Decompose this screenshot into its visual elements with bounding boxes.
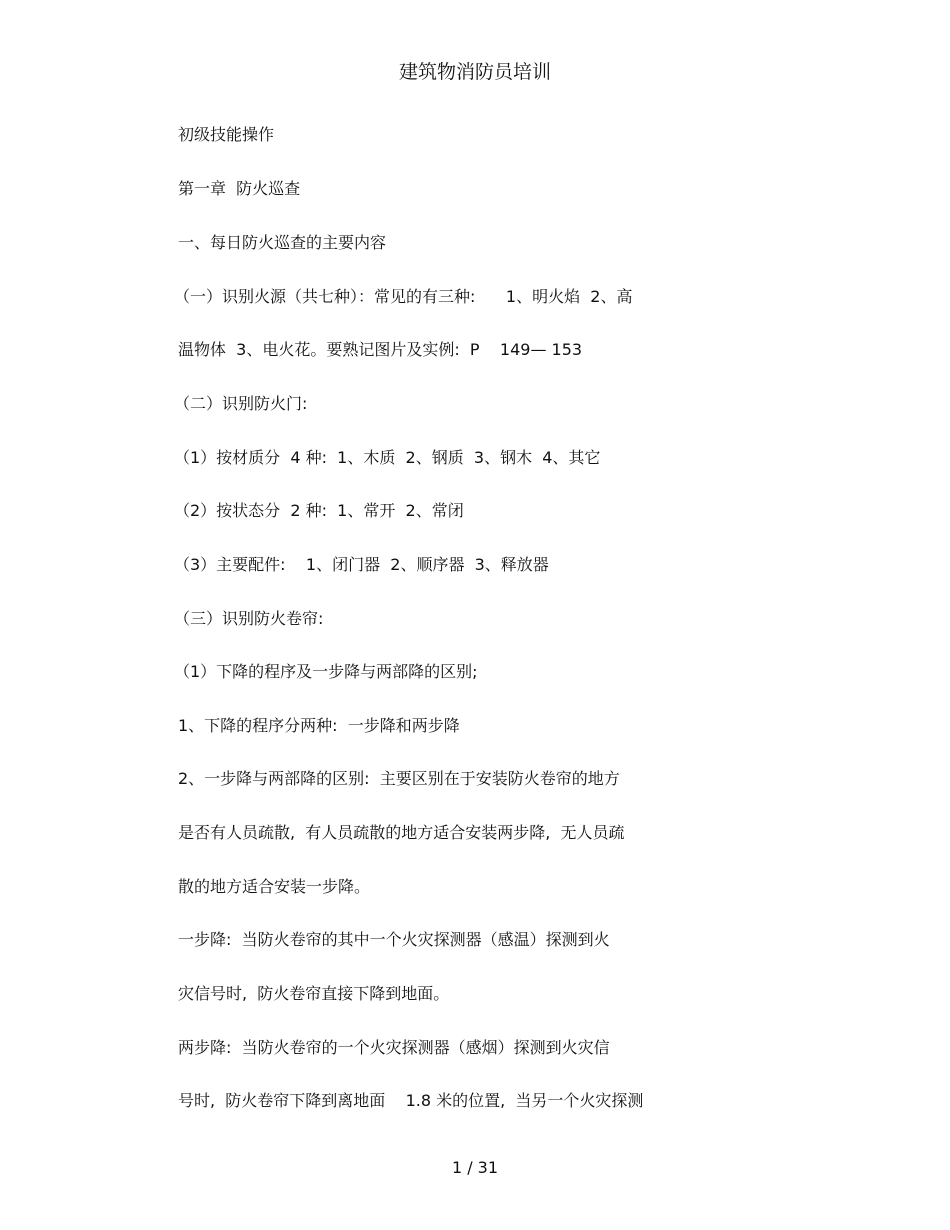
text-line: 号时, 防火卷帘下降到离地面 1.8 米的位置, 当另一个火灾探测	[178, 1091, 644, 1110]
text-line: （一）识别火源（共七种）：常见的有三种: 1、明火焰 2、高	[174, 287, 633, 306]
subsection-heading: 一、每日防火巡查的主要内容	[178, 233, 387, 252]
text-line: （3）主要配件: 1、闭门器 2、顺序器 3、释放器	[174, 555, 549, 574]
text-line: （三）识别防火卷帘:	[174, 609, 324, 628]
chapter-heading: 第一章 防火巡查	[178, 179, 301, 198]
text-line: 1、下降的程序分两种: 一步降和两步降	[178, 716, 460, 735]
text-line: （2）按状态分 2 种: 1、常开 2、常闭	[174, 501, 464, 520]
text-line: （二）识别防火门:	[174, 394, 308, 413]
text-line: 两步降: 当防火卷帘的一个火灾探测器（感烟）探测到火灾信	[178, 1038, 610, 1057]
text-line: （1）下降的程序及一步降与两部降的区别;	[174, 662, 478, 681]
section-heading: 初级技能操作	[178, 125, 275, 144]
text-line: 2、一步降与两部降的区别: 主要区别在于安装防火卷帘的地方	[178, 769, 620, 788]
page-number: 1 / 31	[451, 1158, 499, 1177]
text-line: 一步降: 当防火卷帘的其中一个火灾探测器（感温）探测到火	[178, 930, 610, 949]
text-line: 灾信号时, 防火卷帘直接下降到地面。	[178, 984, 450, 1003]
page-title: 建筑物消防员培训	[398, 61, 551, 83]
text-line: 散的地方适合安装一步降。	[178, 877, 371, 896]
text-line: 是否有人员疏散, 有人员疏散的地方适合安装两步降, 无人员疏	[178, 823, 625, 842]
text-line: 温物体 3、电火花。要熟记图片及实例: P 149— 153	[178, 340, 583, 359]
text-line: （1）按材质分 4 种: 1、木质 2、钢质 3、钢木 4、其它	[174, 448, 601, 467]
